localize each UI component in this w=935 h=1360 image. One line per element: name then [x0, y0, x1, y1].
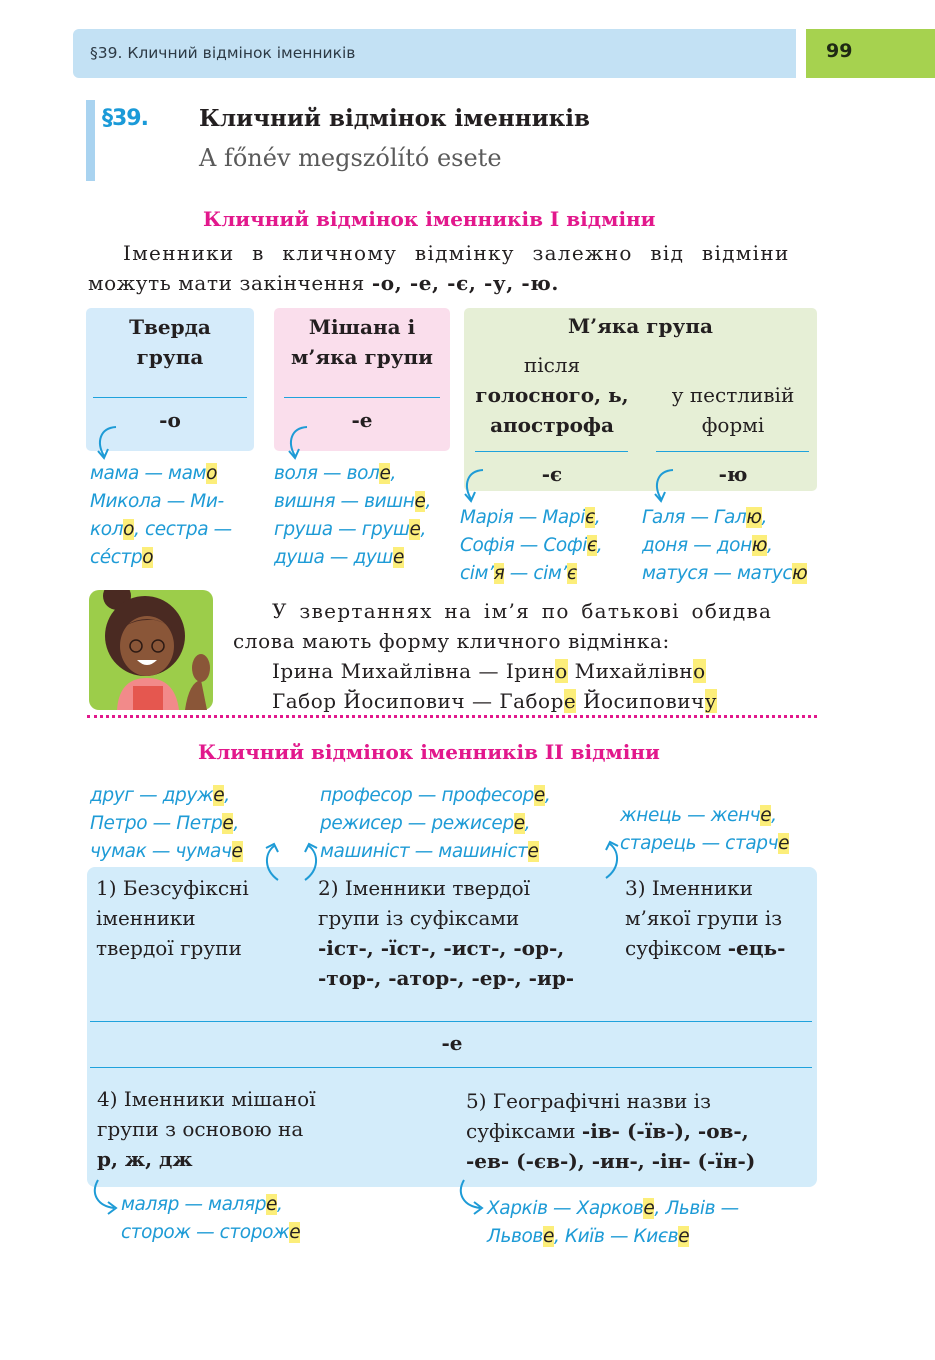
curved-arrow-icon: [283, 424, 313, 464]
ending-yu: -ю: [718, 462, 748, 486]
soft-group-title: М’яка група: [568, 314, 713, 338]
diminutive-label: у пестливій формі: [671, 383, 795, 437]
group-5-geographic: 5) Географічні назви із суфіксами -ів- (-їв-), -ов-, -ев- (-єв-), -ин-, -ін- (-їн-): [466, 1089, 756, 1173]
examples-mixed-stem: маляр — маляре, сторож — стороже: [121, 1194, 301, 1243]
curved-arrow-icon: [459, 467, 489, 507]
section-subtitle: A főnév megszólító esete: [199, 144, 502, 172]
page-number: 99: [826, 40, 853, 62]
section-title: Кличний відмінок іменників: [199, 105, 590, 132]
divider: [90, 1021, 812, 1022]
group-2-hard-suffix: 2) Іменники твердої групи із суфіксами -іст-, -їст-, -ист-, -ор-, -тор-, -атор-, -ер-, -ир-: [318, 876, 575, 990]
dotted-separator: [87, 715, 817, 718]
examples-geographic: Харків — Харкове, Львів — Львове, Київ — Києве: [487, 1198, 739, 1247]
patronymic-rule-line-2: слова мають форму кличного відмінка:: [233, 629, 670, 653]
mixed-soft-group-title: Мішана і м’яка групи: [291, 315, 433, 369]
ending-e-second: -е: [441, 1031, 463, 1055]
divider: [90, 1067, 812, 1068]
examples-soft-diminutive: Галя — Галю, доня — доню, матуся — матусю: [642, 507, 808, 584]
running-header: §39. Кличний відмінок іменників: [90, 44, 356, 62]
group-3-ets-suffix: 3) Іменники м’якої групи із суфіксом -ець-: [625, 876, 786, 960]
divider: [475, 451, 628, 452]
examples-suffix-ets: жнець — женче, старець — старче: [620, 805, 790, 854]
curved-arrow-icon: [454, 1176, 488, 1216]
curved-arrow-icon: [260, 840, 286, 884]
ending-o: -о: [159, 408, 181, 432]
section-accent-bar: [86, 100, 95, 181]
curved-arrow-icon: [88, 1176, 122, 1216]
examples-no-suffix: друг — друже, Петро — Петре, чумак — чумаче: [90, 785, 243, 862]
examples-soft-vowel: Марія — Маріє, Софія — Софіє, сім’я — сім’є: [460, 507, 603, 584]
heading-second-declension: Кличний відмінок іменників ІІ відміни: [198, 740, 660, 764]
section-number: §39.: [102, 106, 148, 131]
after-vowel-label: після голосного, ь, апострофа: [475, 353, 629, 437]
intro-line-2: можуть мати закінчення -о, -е, -є, -у, -ю.: [88, 271, 559, 295]
group-1-no-suffix: 1) Безсуфіксні іменники твердої групи: [96, 876, 249, 960]
ending-ye: -є: [541, 462, 563, 486]
curved-arrow-icon: [92, 424, 122, 464]
examples-suffix-hard: професор — професоре, режисер — режисере, машиніст — машиністе: [320, 785, 551, 862]
divider: [93, 397, 247, 398]
ending-e: -е: [351, 408, 373, 432]
intro-line-1: Іменники в кличному відмінку залежно від відміни: [123, 241, 790, 265]
curved-arrow-icon: [598, 838, 624, 882]
patronymic-rule-line-1: У звертаннях на ім’я по батькові обидва: [272, 599, 773, 623]
examples-hard-group: мама — мамо Микола — Ми- коло, сестра — се́стро: [90, 463, 232, 568]
patronymic-example-1: Ірина Михайлівна — Ірино Михайлівно: [272, 659, 706, 683]
girl-illustration: [89, 590, 213, 710]
heading-first-declension: Кличний відмінок іменників І відміни: [203, 207, 656, 231]
examples-mixed-group: воля — воле, вишня — вишне, груша — груше, душа — душе: [274, 463, 431, 568]
divider: [656, 451, 809, 452]
hard-group-title: Тверда група: [129, 315, 211, 369]
divider: [284, 397, 440, 398]
patronymic-example-2: Габор Йосипович — Габоре Йосиповичу: [272, 689, 718, 713]
curved-arrow-icon: [649, 467, 679, 507]
group-4-mixed: 4) Іменники мішаної групи з основою на р, ж, дж: [97, 1087, 316, 1171]
